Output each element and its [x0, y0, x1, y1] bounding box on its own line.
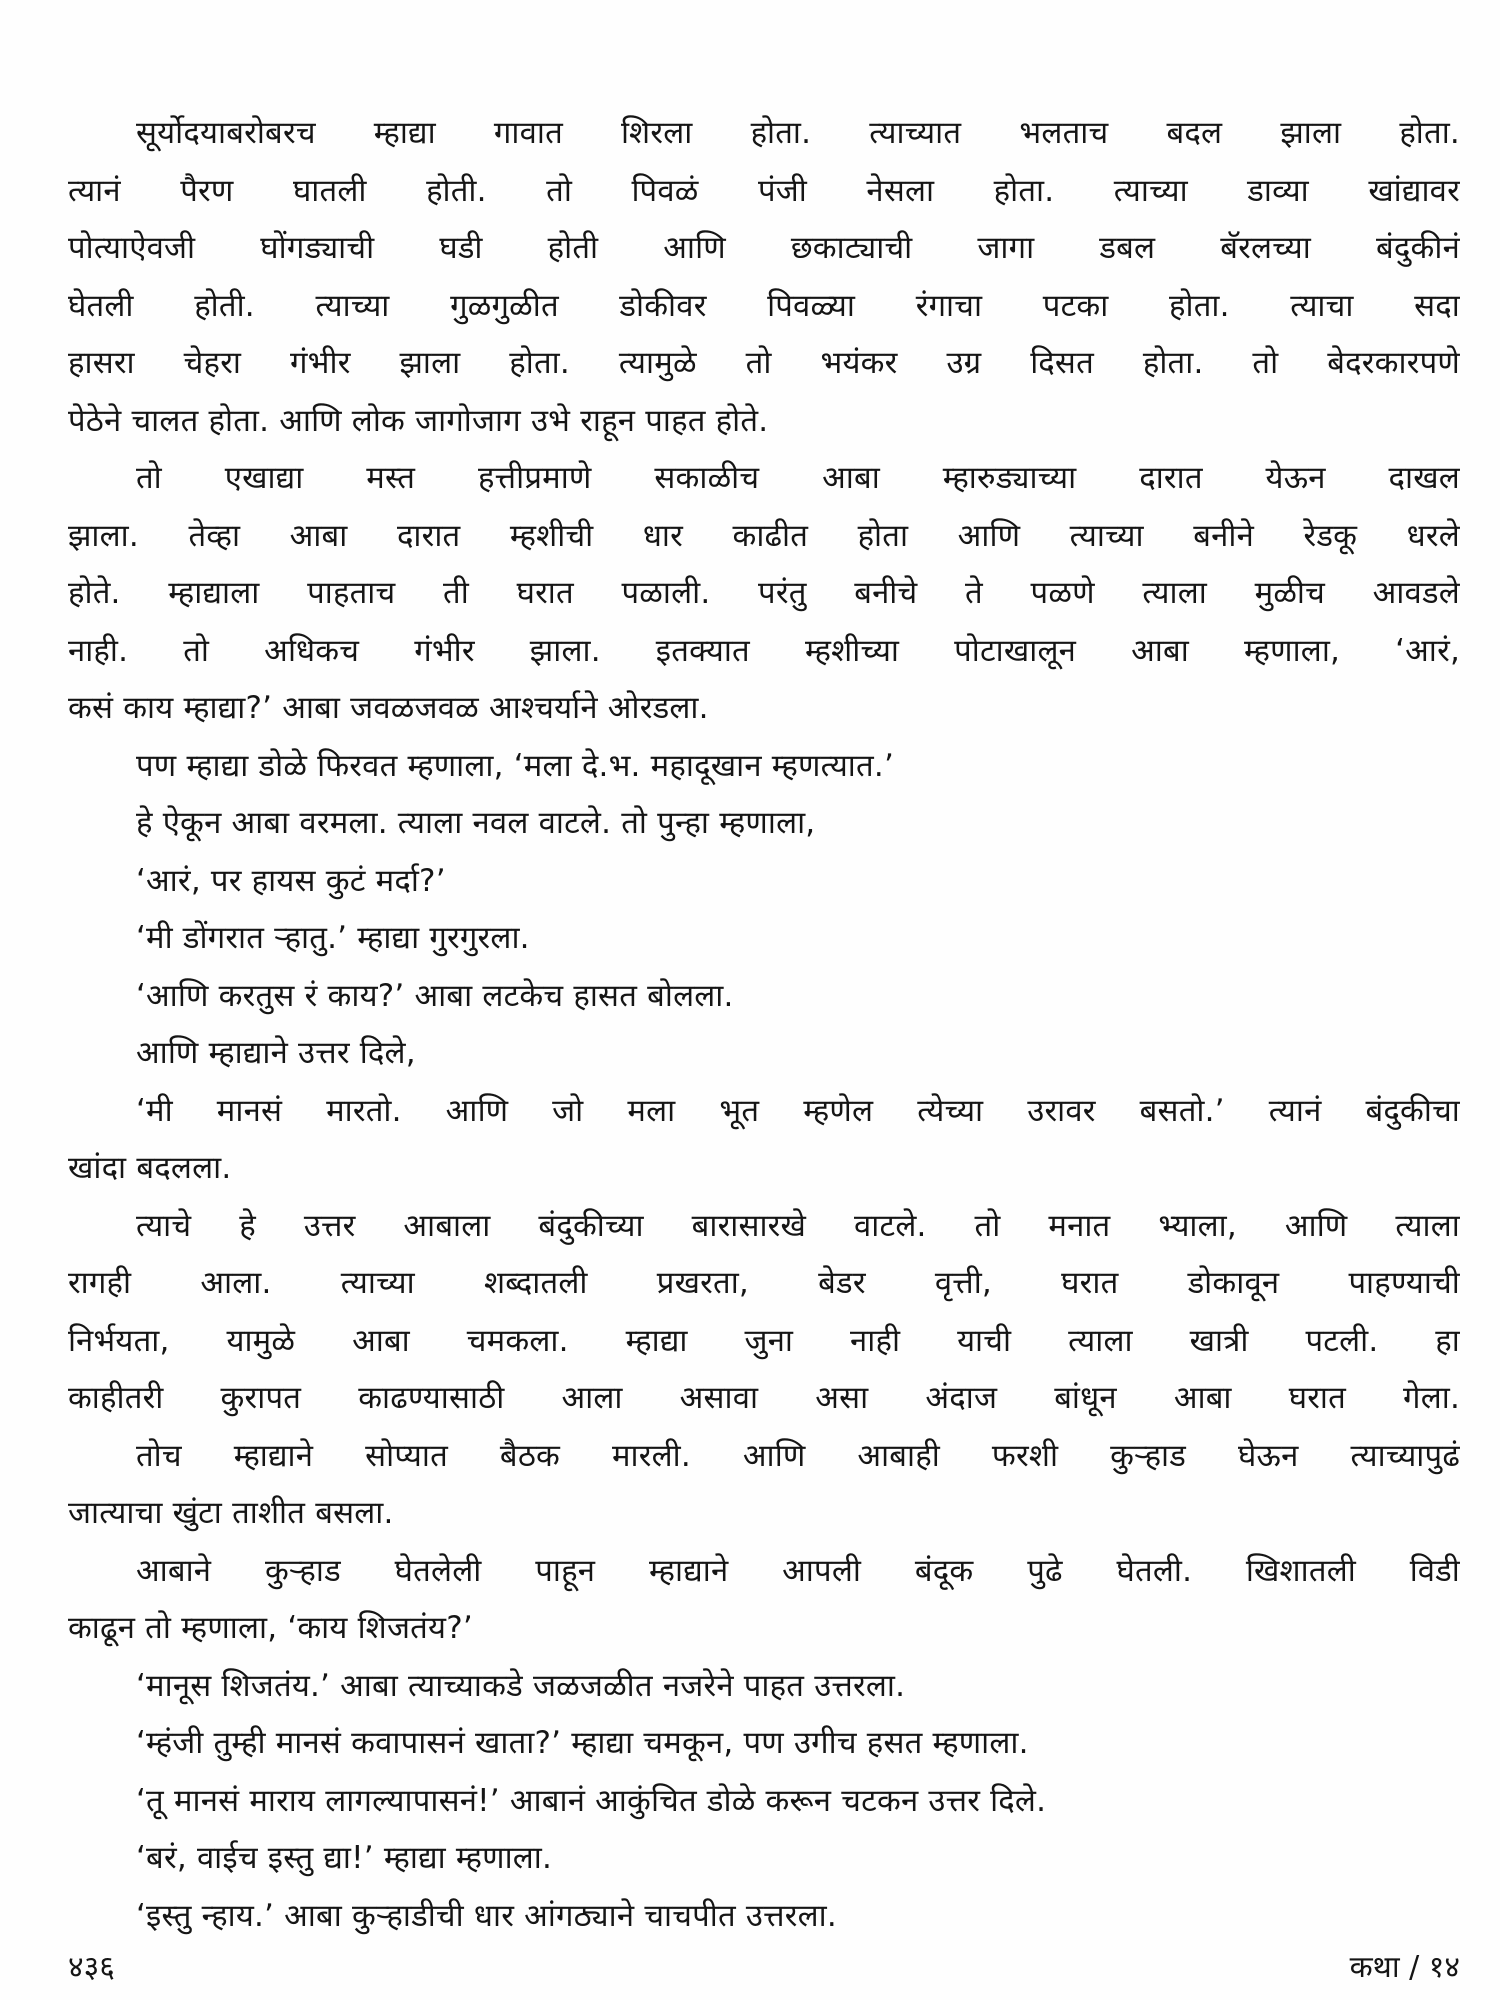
text-line-1: सूर्योदयाबरोबरच म्हाद्या गावात शिरला होता. त्याच्यात भलताच बदल झाला होता. [136, 115, 1460, 151]
text-line-7: तो एखाद्या मस्त हत्तीप्रमाणे सकाळीच आबा म्हारुड्याच्या दारात येऊन दाखल [136, 460, 1460, 496]
text-line-23: काहीतरी कुरापत काढण्यासाठी आला असावा असा अंदाज बांधून आबा घरात गेला. [68, 1380, 1460, 1416]
text-line-10: नाही. तो अधिकच गंभीर झाला. इतक्यात म्हशीच्या पोटाखालून आबा म्हणाला, ‘आरं, [68, 632, 1460, 669]
text-line-13: हे ऐकून आबा वरमला. त्याला नवल वाटले. तो पुन्हा म्हणाला, [136, 805, 816, 841]
text-line-4: घेतली होती. त्याच्या गुळगुळीत डोकीवर पिवळ्या रंगाचा पटका होता. त्याचा सदा [68, 287, 1460, 324]
text-line-25: जात्याचा खुंटा ताशीत बसला. [68, 1495, 394, 1531]
text-line-2: त्यानं पैरण घातली होती. तो पिवळं पंजी नेसला होता. त्याच्या डाव्या खांद्यावर [68, 172, 1460, 209]
text-line-22: निर्भयता, यामुळे आबा चमकला. म्हाद्या जुना नाही याची त्याला खात्री पटली. हा [68, 1322, 1460, 1359]
text-line-9: होते. म्हाद्याला पाहताच ती घरात पळाली. परंतु बनीचे ते पळणे त्याला मुळीच आवडले [68, 575, 1460, 611]
text-line-5: हासरा चेहरा गंभीर झाला होता. त्यामुळे तो भयंकर उग्र दिसत होता. तो बेदरकारपणे [68, 345, 1460, 381]
text-line-15: ‘मी डोंगरात ऱ्हातु.’ म्हाद्या गुरगुरला. [136, 920, 530, 956]
text-line-21: रागही आला. त्याच्या शब्दातली प्रखरता, बेडर वृत्ती, घरात डोकावून पाहण्याची [68, 1265, 1460, 1301]
text-line-27: काढून तो म्हणाला, ‘काय शिजतंय?’ [68, 1610, 473, 1646]
running-title: कथा / १४ [1349, 1950, 1460, 1985]
text-line-31: ‘बरं, वाईच इस्तु द्या!’ म्हाद्या म्हणाला. [136, 1840, 553, 1876]
text-line-14: ‘आरं, पर हायस कुटं मर्दा?’ [136, 862, 446, 899]
text-line-11: कसं काय म्हाद्या?’ आबा जवळजवळ आश्चर्याने ओरडला. [68, 690, 709, 726]
text-line-28: ‘मानूस शिजतंय.’ आबा त्याच्याकडे जळजळीत नजरेने पाहत उत्तरला. [136, 1667, 906, 1704]
text-line-16: ‘आणि करतुस रं काय?’ आबा लटकेच हासत बोलला. [136, 977, 734, 1014]
page-number: ४३६ [68, 1950, 115, 1985]
text-line-20: त्याचे हे उत्तर आबाला बंदुकीच्या बारासारखे वाटले. तो मनात भ्याला, आणि त्याला [136, 1207, 1460, 1244]
text-line-32: ‘इस्तु न्हाय.’ आबा कुऱ्हाडीची धार आंगठ्याने चाचपीत उत्तरला. [136, 1897, 837, 1934]
story-text [68, 105, 1460, 1945]
text-line-3: पोत्याऐवजी घोंगड्याची घडी होती आणि छकाट्याची जागा डबल बॅरलच्या बंदुकीनं [68, 230, 1460, 266]
text-line-8: झाला. तेव्हा आबा दारात म्हशीची धार काढीत होता आणि त्याच्या बनीने रेडकू धरले [68, 517, 1460, 554]
text-line-19: खांदा बदलला. [68, 1150, 232, 1186]
text-line-30: ‘तू मानसं माराय लागल्यापासनं!’ आबानं आकुंचित डोळे करून चटकन उत्तर दिले. [136, 1782, 1047, 1819]
text-line-17: आणि म्हाद्याने उत्तर दिले, [136, 1035, 416, 1071]
text-line-6: पेठेने चालत होता. आणि लोक जागोजाग उभे राहून पाहत होते. [68, 402, 769, 439]
text-line-24: तोच म्हाद्याने सोप्यात बैठक मारली. आणि आबाही फरशी कुऱ्हाड घेऊन त्याच्यापुढं [136, 1437, 1460, 1474]
text-line-12: पण म्हाद्या डोळे फिरवत म्हणाला, ‘मला दे.भ. महादूखान म्हणत्यात.’ [136, 747, 895, 784]
text-line-29: ‘म्हंजी तुम्ही मानसं कवापासनं खाता?’ म्हाद्या चमकून, पण उगीच हसत म्हणाला. [136, 1725, 1029, 1761]
page-footer [68, 1948, 1460, 1988]
text-line-18: ‘मी मानसं मारतो. आणि जो मला भूत म्हणेल त्येच्या उरावर बसतो.’ त्यानं बंदुकीचा [136, 1092, 1460, 1129]
text-line-26: आबाने कुऱ्हाड घेतलेली पाहून म्हाद्याने आपली बंदूक पुढे घेतली. खिशातली विडी [136, 1552, 1460, 1589]
